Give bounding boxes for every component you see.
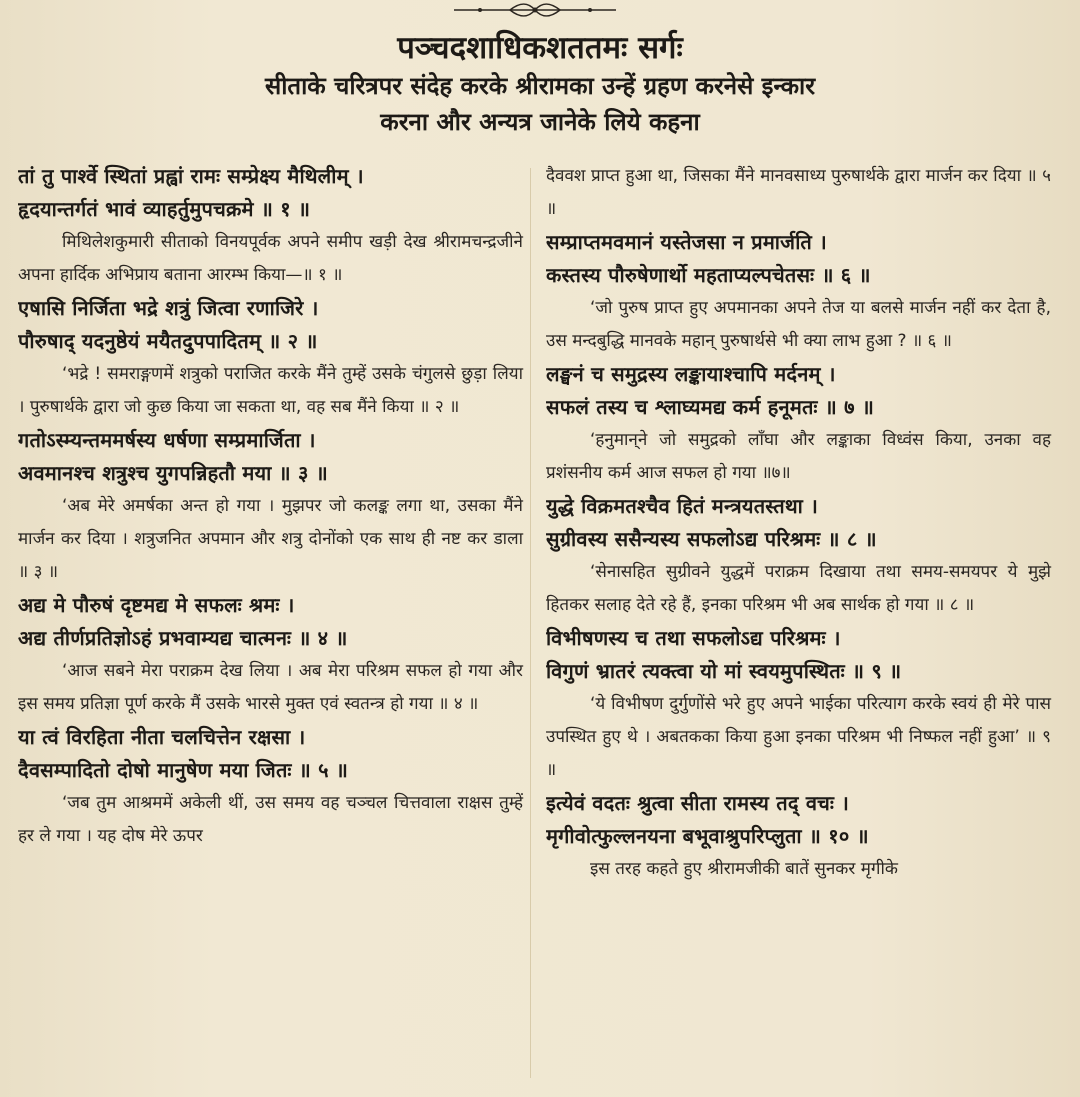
verse-3-line-b: अवमानश्च शत्रुश्च युगपन्निहतौ मया ॥ ३ ॥ bbox=[18, 461, 328, 485]
verse-7-line-a: लङ्घनं च समुद्रस्य लङ्कायाश्चापि मर्दनम् । bbox=[546, 362, 836, 386]
verse-6-line-a: सम्प्राप्तमवमानं यस्तेजसा न प्रमार्जति । bbox=[546, 230, 827, 254]
verse-5-line-a: या त्वं विरहिता नीता चलचित्तेन रक्षसा । bbox=[18, 725, 306, 749]
translation-9: ‘ये विभीषण दुर्गुणोंसे भरे हुए अपने भाईका परित्याग करके स्वयं ही मेरे पास उपस्थित हुए थे । अबतकका किया हुआ इनका परिश्रम भी निष्फल नहीं हुआ’ ॥ ९ ॥ bbox=[546, 694, 1051, 780]
column-divider bbox=[530, 168, 531, 1078]
verse-1-line-a: तां तु पार्श्वे स्थितां प्रह्वां रामः सम्प्रेक्ष्य मैथिलीम् । bbox=[18, 164, 364, 188]
verse-5-line-b: दैवसम्पादितो दोषो मानुषेण मया जितः ॥ ५ ॥ bbox=[18, 758, 349, 782]
translation-4: ‘आज सबने मेरा पराक्रम देख लिया । अब मेरा परिश्रम सफल हो गया और इस समय प्रतिज्ञा पूर्ण करके मैं उसके भारसे मुक्त एवं स्वतन्त्र हो गया ॥ ४ ॥ bbox=[18, 661, 523, 714]
translation-6: ‘जो पुरुष प्राप्त हुए अपमानका अपने तेज या बलसे मार्जन नहीं कर देता है, उस मन्दबुद्धि मानवके महान् पुरुषार्थसे भी क्या लाभ हुआ ? ॥ ६ ॥ bbox=[546, 298, 1051, 351]
translation-1: मिथिलेशकुमारी सीताको विनयपूर्वक अपने समीप खड़ी देख श्रीरामचन्द्रजीने अपना हार्दिक अभिप्राय बताना आरम्भ किया—॥ १ ॥ bbox=[18, 232, 523, 285]
verse-2-line-a: एषासि निर्जिता भद्रे शत्रुं जित्वा रणाजिरे । bbox=[18, 296, 319, 320]
left-column bbox=[18, 160, 523, 853]
verse-10-line-b: मृगीवोत्फुल्लनयना बभूवाश्रुपरिप्लुता ॥ १० ॥ bbox=[546, 824, 869, 848]
verse-10-line-a: इत्येवं वदतः श्रुत्वा सीता रामस्य तद् वचः । bbox=[546, 791, 850, 815]
translation-10: इस तरह कहते हुए श्रीरामजीकी बातें सुनकर मृगीके bbox=[590, 859, 898, 879]
verse-8-line-a: युद्धे विक्रमतश्चैव हितं मन्त्रयतस्तथा । bbox=[546, 494, 818, 518]
translation-8: ‘सेनासहित सुग्रीवने युद्धमें पराक्रम दिखाया तथा समय-समयपर ये मुझे हितकर सलाह देते रहे हैं, इनका परिश्रम भी अब सार्थक हो गया ॥ ८ ॥ bbox=[546, 562, 1051, 615]
verse-6-line-b: कस्तस्य पौरुषेणार्थो महताप्यल्पचेतसः ॥ ६ ॥ bbox=[546, 263, 871, 287]
chapter-title: पञ्चदशाधिकशततमः सर्गः bbox=[397, 30, 683, 66]
verse-9-line-b: विगुणं भ्रातरं त्यक्त्वा यो मां स्वयमुपस्थितः ॥ ९ ॥ bbox=[546, 659, 902, 683]
verse-4-line-b: अद्य तीर्णप्रतिज्ञोऽहं प्रभवाम्यद्य चात्मनः ॥ ४ ॥ bbox=[18, 626, 348, 650]
translation-2: ‘भद्रे ! समराङ्गणमें शत्रुको पराजित करके मैंने तुम्हें उसके चंगुलसे छुड़ा लिया । पुरुषार्थके द्वारा जो कुछ किया जा सकता था, वह सब मैंने किया ॥ २ ॥ bbox=[18, 364, 523, 417]
verse-3-line-a: गतोऽस्म्यन्तममर्षस्य धर्षणा सम्प्रमार्जिता । bbox=[18, 428, 316, 452]
chapter-header bbox=[0, 28, 1080, 140]
verse-4-line-a: अद्य मे पौरुषं दृष्टमद्य मे सफलः श्रमः । bbox=[18, 593, 295, 617]
chapter-subtitle-line-1: सीताके चरित्रपर संदेह करके श्रीरामका उन्हें ग्रहण करनेसे इन्कार bbox=[264, 72, 816, 100]
right-column bbox=[546, 160, 1051, 886]
translation-5: ‘जब तुम आश्रममें अकेली थीं, उस समय वह चञ्चल चित्तवाला राक्षस तुम्हें हर ले गया । यह दोष मेरे ऊपर bbox=[18, 793, 523, 846]
flourish-divider-icon bbox=[450, 2, 620, 18]
verse-1-line-b: हृदयान्तर्गतं भावं व्याहर्तुमुपचक्रमे ॥ १ ॥ bbox=[18, 197, 311, 221]
translation-3: ‘अब मेरे अमर्षका अन्त हो गया । मुझपर जो कलङ्क लगा था, उसका मैंने मार्जन कर दिया । शत्रुजनित अपमान और शत्रु दोनोंको एक साथ ही नष्ट कर डाला ॥ ३ ॥ bbox=[18, 496, 523, 582]
translation-5-continued: दैववश प्राप्त हुआ था, जिसका मैंने मानवसाध्य पुरुषार्थके द्वारा मार्जन कर दिया ॥ ५ ॥ bbox=[546, 166, 1051, 219]
chapter-subtitle-line-2: करना और अन्यत्र जानेके लिये कहना bbox=[380, 108, 700, 136]
verse-2-line-b: पौरुषाद् यदनुष्ठेयं मयैतदुपपादितम् ॥ २ ॥ bbox=[18, 329, 318, 353]
verse-7-line-b: सफलं तस्य च श्लाघ्यमद्य कर्म हनूमतः ॥ ७ ॥ bbox=[546, 395, 875, 419]
translation-7: ‘हनुमान्‌ने जो समुद्रको लाँघा और लङ्काका विध्वंस किया, उनका वह प्रशंसनीय कर्म आज सफल हो गया ॥७॥ bbox=[546, 430, 1051, 483]
verse-8-line-b: सुग्रीवस्य ससैन्यस्य सफलोऽद्य परिश्रमः ॥ ८ ॥ bbox=[546, 527, 877, 551]
verse-9-line-a: विभीषणस्य च तथा सफलोऽद्य परिश्रमः । bbox=[546, 626, 841, 650]
